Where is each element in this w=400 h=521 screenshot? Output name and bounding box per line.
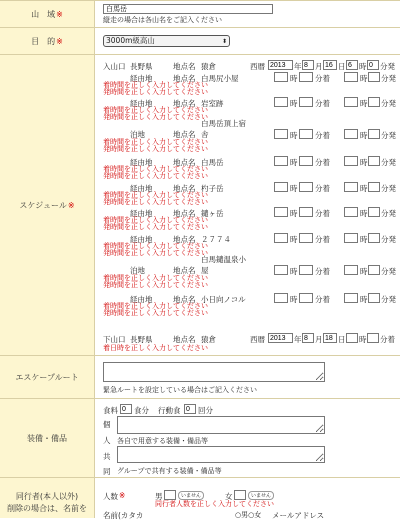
min-depart-suffix: 分発 [381,74,396,83]
exit-error: 着日時を正しく入力してください [103,344,208,352]
exit-min-input[interactable] [367,333,379,343]
depart-min-input[interactable] [368,207,380,217]
purpose-row [0,27,400,54]
arrive-hour-input[interactable] [274,182,288,192]
min-arrive-suffix: 分着 [315,209,330,218]
male-badge: いません [178,491,204,500]
min-arrive-suffix: 分着 [315,99,330,108]
min-depart-suffix: 分発 [381,235,396,244]
escape-route-label: エスケープルート [0,356,95,398]
arrive-min-input[interactable] [299,207,313,217]
arrive-hour-input[interactable] [274,233,288,243]
entry-year-input[interactable] [268,60,293,70]
hour-suffix: 時 [360,74,368,83]
depart-error: 発時間を正しく入力してください [103,88,208,96]
depart-hour-input[interactable] [344,129,358,139]
waypoint-place: 杓子岳 [201,184,224,193]
waypoint-place-prefix: 地点名 [173,266,196,275]
depart-min-input[interactable] [368,265,380,275]
entry-month-input[interactable] [302,60,314,70]
arrive-min-input[interactable] [299,293,313,303]
mountain-area-hint: 縦走の場合は各山名をご記入ください [103,16,222,24]
mountain-area-row [0,0,400,27]
waypoint-place-prefix: 地点名 [173,235,196,244]
equipment-row: 装備・備品 食料 0 食分 行動食 0 回分 個 人 各自で用意する装備・備品等 共 同 グループで共有する装備・備品等 [0,398,400,477]
arrive-hour-input[interactable] [274,156,288,166]
arrive-hour-input[interactable] [274,97,288,107]
hour-suffix: 時 [360,209,368,218]
arrive-error: 着時間を正しく入力してください [103,191,208,199]
waypoint-type: 経由地 [130,74,153,83]
arrive-hour-input[interactable] [274,265,288,275]
hour-suffix: 時 [290,235,298,244]
arrive-error: 着時間を正しく入力してください [103,138,208,146]
entry-hour-input[interactable] [346,60,358,70]
waypoint-place: 白馬岳 [201,158,224,167]
female-count-input[interactable] [234,490,246,500]
exit-day-input[interactable] [323,333,337,343]
min-depart-suffix: 分発 [381,131,396,140]
waypoint-place-line2: 屋 [201,266,209,275]
schedule-label: スケジュール ※ [0,55,95,355]
escape-route-row [0,355,400,398]
waypoint-place-line1: 白馬鑓温泉小 [201,255,246,264]
hour-suffix: 時 [360,235,368,244]
waypoint-place-prefix: 地点名 [173,74,196,83]
arrive-min-input[interactable] [299,233,313,243]
shared-equipment-textarea[interactable] [117,446,325,463]
arrive-error: 着時間を正しく入力してください [103,81,208,89]
exit-month-input[interactable] [302,333,314,343]
arrive-hour-input[interactable] [274,293,288,303]
personal-equipment-textarea[interactable] [117,416,325,434]
depart-min-input[interactable] [368,129,380,139]
depart-hour-input[interactable] [344,233,358,243]
depart-min-input[interactable] [368,72,380,82]
arrive-error: 着時間を正しく入力してください [103,274,208,282]
depart-error: 発時間を正しく入力してください [103,309,208,317]
hour-suffix: 時 [360,131,368,140]
waypoint-type: 泊地 [130,130,145,139]
select-chevron-icon: ⬍ [221,38,227,45]
hour-suffix: 時 [290,158,298,167]
gender-radio-group[interactable]: ○男○女 [235,511,262,519]
hour-suffix: 時 [360,295,368,304]
depart-hour-input[interactable] [344,97,358,107]
depart-hour-input[interactable] [344,293,358,303]
min-arrive-suffix: 分着 [315,131,330,140]
depart-hour-input[interactable] [344,72,358,82]
waypoint-place: 白馬尻小屋 [201,74,239,83]
depart-error: 発時間を正しく入力してください [103,249,208,257]
waypoint-place-prefix: 地点名 [173,184,196,193]
schedule-row: スケジュール ※ 入山口 長野県 地点名 猿倉 西暦 2013 年 8 月 16 日 6 時 0 分発 経由地 地点名 白馬尻小屋 時 分着 時 分発 着時間を正しく入力してください 発時間を正しく入力してください 経由地 地点名 岩室跡 時 分着 時 分発 着時間を正しく入力してください 発時間を正しく入力してください 泊地 地点名 白馬岳頂上宿 舎 時 分着 時 分発 着時間を正しく入力してください 発時間を正しく入力してください 経由地 地点名 白馬岳 時 分着 時 分発 着時間を正しく入力してください 発時間を正しく入力してください 経由地 地点名 杓子岳 時 分着 時 分発 着時間を正しく入力してください 発時間を正しく入力してください 経由地 地点名 鑓ヶ岳 時 分着 時 分発 着時間を正しく入力してください 発時間を正しく入力してください 経由地 地点名 ２７７４ 時 分着 時 分発 着時間を正しく入力してください 発時間を正しく入力してください 泊地 地点名 白馬鑓温泉小 屋 時 分着 時 分発 着時間を正しく入力してください 発時間を正しく入力してください 経由地 地点名 小日向ノコル 時 分着 時 分発 着時間を正しく入力してください 発時間を正しく入力してください 下山口 長野県 地点名 猿倉 西暦 2013 年 8 月 18 日 時 分着 着日時を正しく入力してください [0,54,400,355]
companions-error: 同行者人数を正しく入力してください [155,500,274,508]
waypoint-type: 経由地 [130,184,153,193]
arrive-min-input[interactable] [299,156,313,166]
waypoint-place: ２７７４ [201,235,231,244]
waypoint-type: 泊地 [130,266,145,275]
hour-suffix: 時 [360,99,368,108]
arrive-min-input[interactable] [299,129,313,139]
min-arrive-suffix: 分着 [315,267,330,276]
waypoint-place-line1: 白馬岳頂上宿 [201,119,246,128]
companions-label: 同行者(本人以外) 削除の場合は、名前を [0,478,95,518]
hour-suffix: 時 [290,131,298,140]
arrive-error: 着時間を正しく入力してください [103,302,208,310]
min-arrive-suffix: 分着 [315,235,330,244]
depart-hour-input[interactable] [344,265,358,275]
mountain-area-label: 山 域 ※ [0,1,95,27]
arrive-hour-input[interactable] [274,72,288,82]
min-depart-suffix: 分発 [381,209,396,218]
hour-suffix: 時 [290,295,298,304]
depart-error: 発時間を正しく入力してください [103,223,208,231]
depart-error: 発時間を正しく入力してください [103,113,208,121]
min-arrive-suffix: 分着 [315,74,330,83]
purpose-select[interactable]: 3000m級高山 ⬍ [103,35,230,47]
exit-year-input[interactable] [268,333,293,343]
depart-error: 発時間を正しく入力してください [103,198,208,206]
depart-error: 発時間を正しく入力してください [103,172,208,180]
arrive-error: 着時間を正しく入力してください [103,106,208,114]
depart-min-input[interactable] [368,233,380,243]
hour-suffix: 時 [360,184,368,193]
female-badge: いません [248,491,274,500]
arrive-error: 着時間を正しく入力してください [103,216,208,224]
arrive-error: 着時間を正しく入力してください [103,242,208,250]
min-depart-suffix: 分発 [381,184,396,193]
depart-hour-input[interactable] [344,182,358,192]
waypoint-type: 経由地 [130,99,153,108]
waypoint-type: 経由地 [130,235,153,244]
waypoint-place-prefix: 地点名 [173,99,196,108]
hour-suffix: 時 [360,158,368,167]
depart-min-input[interactable] [368,182,380,192]
waypoint-type: 経由地 [130,295,153,304]
waypoint-type: 経由地 [130,209,153,218]
companions-row: 同行者(本人以外) 削除の場合は、名前を 人数 ※ 男 いません 女 いません 同行者人数を正しく入力してください 名前(カタカ ○男○女 メールアドレス [0,477,400,518]
min-arrive-suffix: 分着 [315,295,330,304]
depart-hour-input[interactable] [344,156,358,166]
snack-count-input[interactable] [184,404,196,414]
arrive-min-input[interactable] [299,182,313,192]
depart-error: 発時間を正しく入力してください [103,281,208,289]
arrive-min-input[interactable] [299,97,313,107]
hour-suffix: 時 [290,184,298,193]
depart-min-input[interactable] [368,97,380,107]
arrive-min-input[interactable] [299,72,313,82]
waypoint-place: 岩室跡 [201,99,224,108]
min-arrive-suffix: 分着 [315,184,330,193]
depart-min-input[interactable] [368,293,380,303]
arrive-error: 着時間を正しく入力してください [103,165,208,173]
arrive-min-input[interactable] [299,265,313,275]
arrive-hour-input[interactable] [274,207,288,217]
escape-route-hint: 緊急ルートを設定している場合はご記入ください [103,386,257,394]
waypoint-place-prefix: 地点名 [173,158,196,167]
waypoint-place-prefix: 地点名 [173,295,196,304]
entry-day-input[interactable] [323,60,337,70]
min-depart-suffix: 分発 [381,158,396,167]
exit-hour-input[interactable] [346,333,358,343]
hour-suffix: 時 [290,99,298,108]
hour-suffix: 時 [290,267,298,276]
male-count-input[interactable] [164,490,176,500]
min-arrive-suffix: 分着 [315,158,330,167]
min-depart-suffix: 分発 [381,267,396,276]
equipment-label: 装備・備品 [0,399,95,477]
mountain-area-input[interactable] [103,4,273,14]
escape-route-textarea[interactable] [103,362,325,382]
entry-min-input[interactable] [367,60,379,70]
waypoint-place: 鑓ヶ岳 [201,209,224,218]
depart-hour-input[interactable] [344,207,358,217]
depart-error: 発時間を正しく入力してください [103,145,208,153]
min-depart-suffix: 分発 [381,99,396,108]
purpose-label: 目 的 ※ [0,28,95,54]
arrive-hour-input[interactable] [274,129,288,139]
waypoint-place: 小日向ノコル [201,295,246,304]
waypoint-place-prefix: 地点名 [173,130,196,139]
waypoint-place-prefix: 地点名 [173,209,196,218]
food-count-input[interactable] [120,404,132,414]
waypoint-place-line2: 舎 [201,130,209,139]
depart-min-input[interactable] [368,156,380,166]
hour-suffix: 時 [360,267,368,276]
hour-suffix: 時 [290,209,298,218]
min-depart-suffix: 分発 [381,295,396,304]
waypoint-type: 経由地 [130,158,153,167]
hour-suffix: 時 [290,74,298,83]
